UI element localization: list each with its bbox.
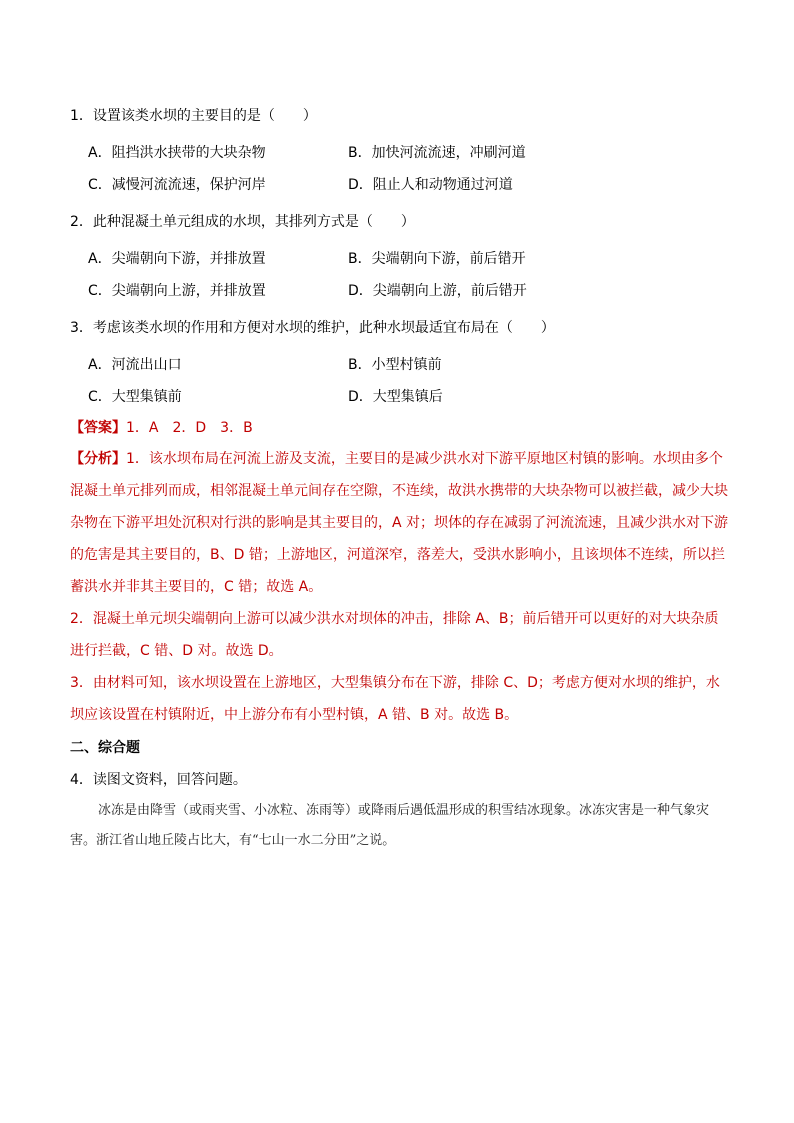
question-3-option-a: A．河流出山口 — [88, 357, 182, 373]
answer-line — [70, 418, 253, 438]
analysis-paragraph-1 — [70, 443, 730, 603]
question-1-option-a: A．阻挡洪水挟带的大块杂物 — [88, 145, 266, 161]
question-1-stem: 1．设置该类水坝的主要目的是（ ） — [70, 108, 317, 124]
analysis-text-1: 1．该水坝布局在河流上游及支流，主要目的是减少洪水对下游平原地区村镇的影响。水坝由多个混凝土单元排列而成，相邻混凝土单元间存在空隙，不连续，故洪水携带的大块杂物可以被拦截，减少大块杂物在下游平坦处沉积对行洪的影响是其主要目的，A 对；坝体的存在减弱了河流流速，且减少洪水对下游的危害是其主要目的，B、D 错；上游地区，河道深窄，落差大，受洪水影响小，且该坝体不连续，所以拦蓄洪水并非其主要目的，C 错；故选 A。 — [70, 451, 729, 595]
question-2-stem: 2．此种混凝土单元组成的水坝，其排列方式是（ ） — [70, 214, 415, 230]
question-4-material: 冰冻是由降雪（或雨夹雪、小冰粒、冻雨等）或降雨后遇低温形成的积雪结冰现象。冰冻灾害是一种气象灾害。浙江省山地丘陵占比大，有“七山一水二分田”之说。 — [70, 803, 710, 848]
answer-text: 1．A 2．D 3．B — [126, 420, 253, 436]
question-2-option-c: C．尖端朝向上游，并排放置 — [88, 283, 266, 299]
question-4-stem: 4．读图文资料，回答问题。 — [70, 772, 247, 788]
analysis-paragraph-3: 3．由材料可知，该水坝设置在上游地区，大型集镇分布在下游，排除 C、D；考虑方便对水坝的维护，水坝应该设置在村镇附近，中上游分布有小型村镇，A 错、B 对。故选 B。 — [70, 675, 720, 723]
question-1-option-b: B．加快河流流速，冲刷河道 — [348, 145, 526, 161]
question-1-option-d: D．阻止人和动物通过河道 — [348, 177, 513, 193]
analysis-tag: 【分析】 — [70, 451, 126, 467]
question-2-option-b: B．尖端朝向下游，前后错开 — [348, 251, 526, 267]
question-3-stem: 3．考虑该类水坝的作用和方便对水坝的维护，此种水坝最适宜布局在（ ） — [70, 320, 555, 336]
section-2-title: 二、综合题 — [70, 740, 140, 756]
question-2-option-d: D．尖端朝向上游，前后错开 — [348, 283, 527, 299]
question-3-option-b: B．小型村镇前 — [348, 357, 442, 373]
question-2-option-a: A．尖端朝向下游，并排放置 — [88, 251, 266, 267]
analysis-paragraph-2: 2．混凝土单元坝尖端朝向上游可以减少洪水对坝体的冲击，排除 A、B；前后错开可以更好的对大块杂质进行拦截，C 错、D 对。故选 D。 — [70, 611, 719, 659]
answer-tag: 【答案】 — [70, 420, 126, 436]
question-3-option-d: D．大型集镇后 — [348, 389, 443, 405]
question-3-option-c: C．大型集镇前 — [88, 389, 182, 405]
question-1-option-c: C．减慢河流流速，保护河岸 — [88, 177, 266, 193]
